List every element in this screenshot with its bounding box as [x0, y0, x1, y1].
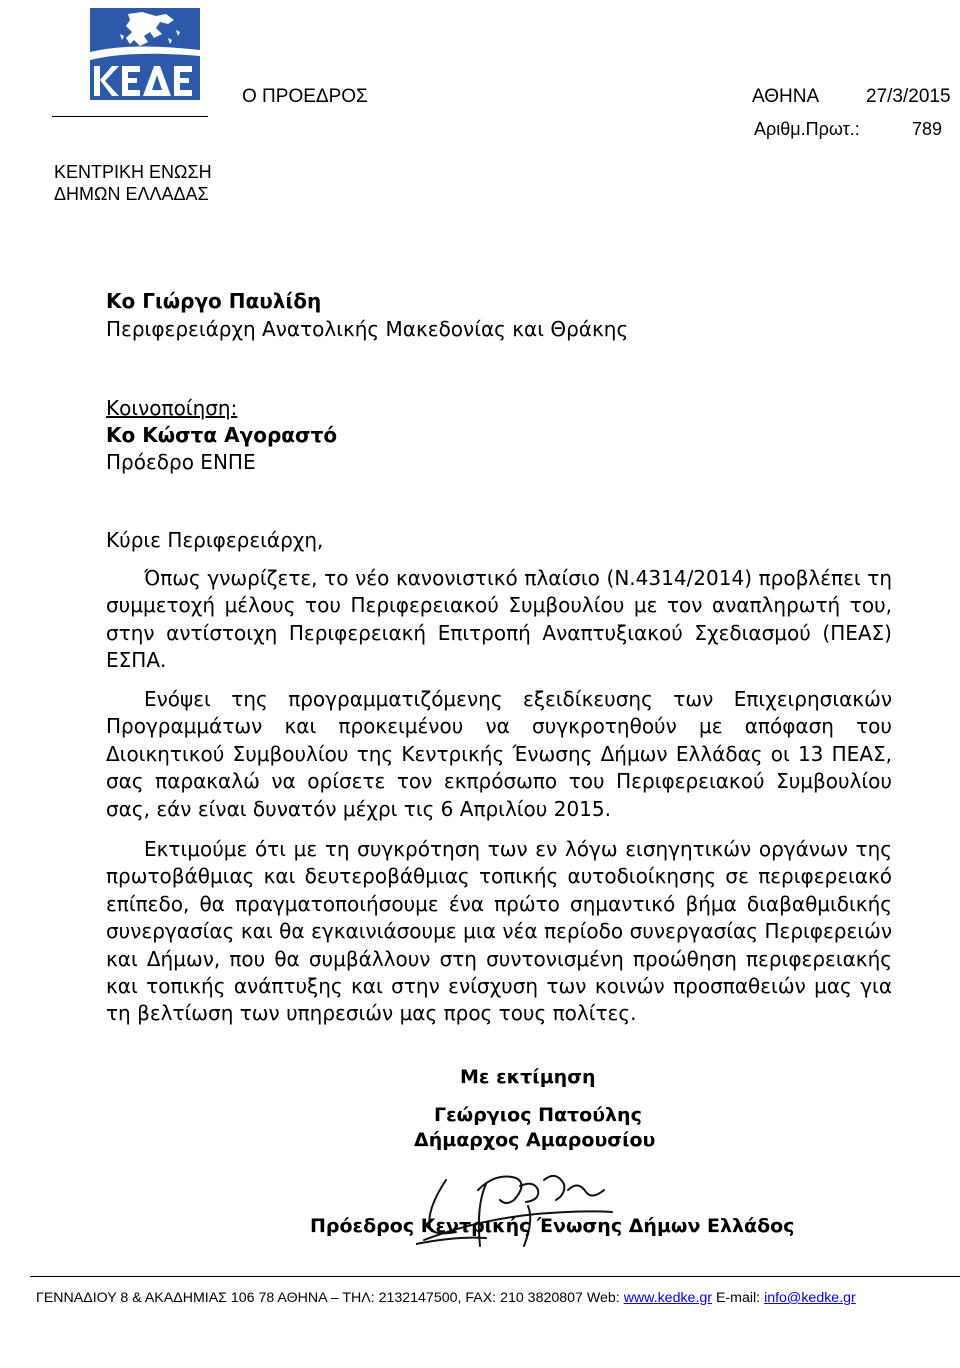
header-divider — [52, 116, 208, 117]
organization-name-line1: ΚΕΝΤΡΙΚΗ ΕΝΩΣΗ — [54, 162, 212, 182]
body-paragraph-1: Όπως γνωρίζετε, το νέο κανονιστικό πλαίσιο (Ν.4314/2014) προβλέπει τη συμμετοχή μέλους του Περιφερειακού Συμβουλίου με τον αναπληρωτή του, στην αντίστοιχη Περιφερειακή Επιτροπή Αναπτυξιακού Σχεδιασμού (ΠΕΑΣ) ΕΣΠΑ. — [106, 566, 892, 673]
organization-name-line2: ΔΗΜΩΝ ΕΛΛΑΔΑΣ — [54, 184, 209, 204]
recipient-name: Κο Γιώργο Παυλίδη — [106, 289, 322, 313]
kede-logo-graphic — [90, 8, 200, 100]
footer-web-label: Web: — [586, 1290, 620, 1306]
closing-text: Με εκτίμηση — [460, 1066, 596, 1088]
body-paragraph-3: Εκτιμούμε ότι με τη συγκρότηση των εν λόγω εισηγητικών οργάνων της πρωτοβάθμιας και δευτεροβάθμιας τοπικής αυτοδιοίκησης σε περιφερειακό επίπεδο, θα πραγματοποιήσουμε ένα πρώτο σημαντικό βήμα διαβαθμιδικής συνεργασίας και θα εγκαινιάσουμε μια νέα περίοδο συνεργασίας Περιφερειών και Δήμων, που θα συμβάλλουν στη συντονισμένη προώθηση περιφερειακής και τοπικής ανάπτυξης και στην ενίσχυση των κοινών προσπαθειών μας για τη βελτίωση των υπηρεσιών μας προς τους πολίτες. — [106, 837, 892, 1026]
salutation: Κύριε Περιφερειάρχη, — [106, 528, 324, 552]
kede-logo — [90, 8, 200, 100]
cc-name: Κο Κώστα Αγοραστό — [106, 423, 338, 447]
cc-title: Πρόεδρο ΕΝΠΕ — [106, 450, 256, 474]
protocol-number: 789 — [912, 119, 943, 139]
website-link[interactable]: www.kedke.gr — [623, 1290, 712, 1306]
date-label: 27/3/2015 — [866, 86, 951, 107]
signatory-role-mayor: Δήμαρχος Αμαρουσίου — [414, 1129, 656, 1151]
footer-email-label: E-mail: — [715, 1290, 761, 1306]
recipient-title: Περιφερειάρχη Ανατολικής Μακεδονίας και Θράκης — [106, 317, 629, 341]
president-label: Ο ΠΡΟΕΔΡΟΣ — [242, 86, 368, 107]
body-paragraph-2: Ενόψει της προγραμματιζόμενης εξειδίκευσης των Επιχειρησιακών Προγραμμάτων και προκειμένου να συγκροτηθούν με απόφαση του Διοικητικού Συμβουλίου της Κεντρικής Ένωσης Δήμων Ελλάδας οι 13 ΠΕΑΣ, σας παρακαλώ να ορίσετε τον εκπρόσωπο του Περιφερειακού Συμβουλίου σας, εάν είναι δυνατόν μέχρι τις 6 Απριλίου 2015. — [106, 687, 892, 821]
handwritten-signature — [416, 1150, 626, 1254]
city-label: ΑΘΗΝΑ — [752, 86, 820, 107]
footer-address: ΓΕΝΝΑΔΙΟΥ 8 & ΑΚΑΔΗΜΙΑΣ 106 78 ΑΘΗΝΑ – ΤΗΛ: 2132147500, FAX: 210 3820807 — [36, 1290, 583, 1306]
footer-divider — [30, 1276, 960, 1277]
signatory-role-president: Πρόεδρος Κεντρικής Ένωσης Δήμων Ελλάδος — [310, 1215, 795, 1237]
signatory-name: Γεώργιος Πατούλης — [434, 1104, 642, 1126]
footer-contact — [36, 1290, 856, 1306]
email-link[interactable]: info@kedke.gr — [764, 1290, 856, 1306]
cc-label: Κοινοποίηση: — [106, 396, 238, 420]
protocol-label: Αριθμ.Πρωτ.: — [754, 119, 860, 139]
